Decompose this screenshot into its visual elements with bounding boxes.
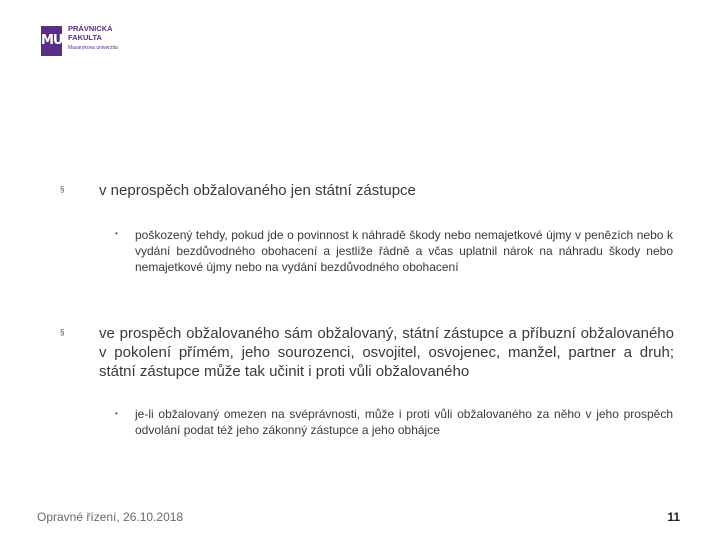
bullet-item-1: v neprospěch obžalovaného jen státní zástupce: [99, 182, 416, 199]
logo-line-3: Masarykova univerzita: [68, 45, 118, 51]
bullet-marker-1: §: [60, 185, 65, 194]
footer-title-date: Opravné řízení, 26.10.2018: [37, 510, 184, 524]
sub-bullet-marker-1: •: [115, 229, 118, 238]
university-logo-mark: [41, 26, 62, 56]
bullet-item-2: ve prospěch obžalovaného sám obžalovaný, státní zástupce a příbuzní obžalovaného v pokolení přímém, jeho sourozenci, osvojitel, osvojenec, manžel, partner a druh; státní zástupce může tak učinit i proti vůli obžalovaného: [99, 325, 674, 380]
logo-mark-text: MU: [41, 33, 63, 48]
logo-line-1: PRÁVNICKÁ: [68, 24, 113, 33]
logo-line-2: FAKULTA: [68, 33, 102, 42]
logo-text-block: [68, 24, 118, 53]
faculty-logo: [41, 24, 118, 54]
bullet-marker-2: §: [60, 328, 65, 337]
sub-bullet-marker-2: •: [115, 409, 118, 418]
page-number: 11: [667, 510, 680, 524]
sub-bullet-item-2: je-li obžalovaný omezen na svéprávnosti, může i proti vůli obžalovaného za něho v jeho prospěch odvolání podat též jeho zákonný zástupce a jeho obhájce: [135, 407, 673, 437]
sub-bullet-item-1: poškozený tehdy, pokud jde o povinnost k náhradě škody nebo nemajetkové újmy v penězích nebo k vydání bezdůvodného obohacení a jestliže řádně a včas uplatnil nárok na náhradu škody nebo nemajetkové újmy nebo na vydání bezdůvodného obohacení: [135, 228, 673, 274]
